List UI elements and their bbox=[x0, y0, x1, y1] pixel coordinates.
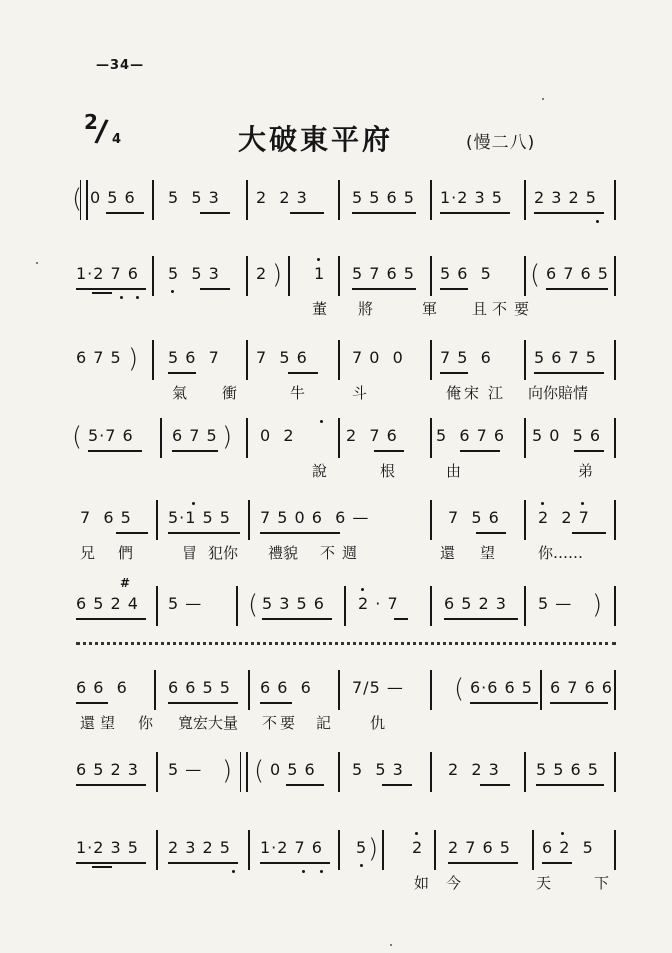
barline bbox=[532, 830, 534, 870]
lyric-syllable: 不 bbox=[262, 714, 278, 732]
measure: 5 5 3 bbox=[352, 760, 404, 779]
beam bbox=[76, 702, 108, 704]
beam bbox=[480, 784, 510, 786]
barline bbox=[430, 752, 432, 792]
beam bbox=[290, 212, 324, 214]
lyric-syllable: 還 bbox=[80, 714, 96, 732]
beam bbox=[106, 212, 144, 214]
beam bbox=[382, 784, 412, 786]
barline bbox=[152, 256, 154, 296]
lyric-syllable: 犯你 bbox=[208, 544, 239, 562]
lyric-syllable: 不 bbox=[492, 300, 508, 318]
barline bbox=[156, 586, 158, 626]
barline bbox=[338, 180, 340, 220]
measure: 6·6 6 5 bbox=[470, 678, 533, 697]
beam bbox=[76, 862, 146, 864]
measure: 5 6 5 bbox=[440, 264, 492, 283]
beam bbox=[460, 450, 500, 452]
beam bbox=[200, 288, 230, 290]
beam bbox=[76, 784, 146, 786]
beam bbox=[470, 702, 538, 704]
notes-row bbox=[76, 752, 626, 792]
close-paren: ) bbox=[272, 260, 283, 290]
beam bbox=[88, 450, 142, 452]
beam bbox=[574, 450, 604, 452]
measure: 2 2 3 bbox=[256, 188, 308, 207]
time-signature bbox=[78, 110, 124, 154]
lyric-syllable: 衝 bbox=[222, 384, 238, 402]
close-paren: ) bbox=[368, 834, 379, 864]
beam bbox=[260, 702, 292, 704]
lyric-syllable: 望 bbox=[100, 714, 116, 732]
beam bbox=[262, 618, 332, 620]
lyric-syllable: 弟 bbox=[578, 462, 594, 480]
close-paren: ) bbox=[222, 422, 233, 452]
beam bbox=[444, 618, 518, 620]
measure: 2 bbox=[256, 264, 268, 283]
notes-row bbox=[76, 576, 626, 626]
barline bbox=[248, 830, 250, 870]
barline bbox=[338, 670, 340, 710]
beam bbox=[550, 702, 608, 704]
barline bbox=[338, 752, 340, 792]
barline bbox=[430, 418, 432, 458]
lyric-syllable: 要 bbox=[514, 300, 530, 318]
beam bbox=[440, 288, 468, 290]
barline bbox=[240, 752, 248, 792]
beam bbox=[394, 618, 408, 620]
lyric-syllable: 氣 bbox=[172, 384, 188, 402]
beam bbox=[168, 372, 196, 374]
octave-dot bbox=[361, 588, 364, 591]
measure: 1 bbox=[314, 264, 326, 283]
beam bbox=[440, 372, 468, 374]
open-paren: ( bbox=[72, 422, 83, 452]
barline bbox=[614, 340, 616, 380]
octave-dot bbox=[317, 258, 320, 261]
measure: 5 5 6 5 bbox=[352, 188, 415, 207]
barline bbox=[236, 586, 238, 626]
octave-dot bbox=[360, 864, 363, 867]
lyrics-row bbox=[76, 628, 626, 650]
lyrics-row bbox=[76, 298, 626, 320]
notes-row bbox=[76, 830, 626, 870]
beam bbox=[448, 862, 518, 864]
beam bbox=[76, 618, 146, 620]
measure: 2 2 3 bbox=[448, 760, 500, 779]
octave-dot bbox=[192, 502, 195, 505]
lyric-syllable: 週 bbox=[342, 544, 358, 562]
barline bbox=[152, 180, 154, 220]
barline bbox=[156, 830, 158, 870]
octave-dot bbox=[541, 502, 544, 505]
lyric-syllable: 天 bbox=[536, 874, 552, 892]
lyric-syllable: 禮貌 bbox=[268, 544, 299, 562]
lyrics-row bbox=[76, 712, 626, 734]
print-speck bbox=[542, 98, 544, 100]
beam bbox=[536, 784, 604, 786]
barline bbox=[614, 256, 616, 296]
barline bbox=[152, 340, 154, 380]
barline bbox=[156, 752, 158, 792]
lyric-syllable: 如 bbox=[414, 874, 430, 892]
measure: 5 5 3 bbox=[168, 188, 220, 207]
lyrics-row bbox=[76, 542, 626, 564]
measure: 5 — bbox=[168, 760, 203, 779]
lyric-syllable: 們 bbox=[118, 544, 134, 562]
measure: 5 5 3 bbox=[168, 264, 220, 283]
measure: 6 6 6 bbox=[260, 678, 312, 697]
measure: 6 5 2 3 bbox=[76, 760, 139, 779]
lyric-syllable: 斗 bbox=[352, 384, 368, 402]
open-paren: ( bbox=[530, 260, 541, 290]
barline bbox=[338, 418, 340, 458]
beam bbox=[534, 372, 604, 374]
barline bbox=[614, 500, 616, 540]
beam bbox=[534, 212, 604, 214]
barline bbox=[524, 256, 526, 296]
barline bbox=[614, 586, 616, 626]
beam bbox=[168, 532, 240, 534]
beam bbox=[352, 212, 416, 214]
open-paren: ( bbox=[454, 674, 465, 704]
barline bbox=[614, 418, 616, 458]
beam bbox=[260, 532, 340, 534]
measure: 5 — bbox=[168, 594, 203, 613]
barline bbox=[524, 500, 526, 540]
barline bbox=[430, 256, 432, 296]
measure: 6 5 2 3 bbox=[444, 594, 507, 613]
barline bbox=[248, 670, 250, 710]
lyric-syllable: 你…… bbox=[538, 544, 584, 562]
barline bbox=[614, 830, 616, 870]
beam bbox=[288, 372, 318, 374]
measure: 5 6 7 bbox=[168, 348, 220, 367]
beam bbox=[92, 292, 112, 294]
octave-dot bbox=[320, 420, 323, 423]
beam bbox=[168, 702, 238, 704]
beam bbox=[374, 450, 404, 452]
measure: 7 0 0 bbox=[352, 348, 404, 367]
lyric-syllable: 宋 bbox=[464, 384, 480, 402]
barline bbox=[430, 586, 432, 626]
measure: 1·2 3 5 bbox=[76, 838, 139, 857]
close-paren: ) bbox=[592, 590, 603, 620]
beam bbox=[352, 288, 416, 290]
barline bbox=[430, 340, 432, 380]
measure: 6 7 6 5 bbox=[546, 264, 609, 283]
measure: 2 3 2 5 bbox=[168, 838, 231, 857]
barline bbox=[614, 670, 616, 710]
measure: 6 6 6 bbox=[76, 678, 128, 697]
barline bbox=[430, 670, 432, 710]
notes-row bbox=[76, 256, 626, 296]
measure: 7 6 5 bbox=[80, 508, 132, 527]
barline bbox=[154, 670, 156, 710]
lyric-syllable: 記 bbox=[316, 714, 332, 732]
barline bbox=[156, 500, 158, 540]
time-denominator: 4 bbox=[112, 132, 122, 147]
measure: 7 5 6 bbox=[448, 508, 500, 527]
measure: 5·7 6 bbox=[88, 426, 134, 445]
octave-dot bbox=[581, 502, 584, 505]
lyric-syllable: 由 bbox=[446, 462, 462, 480]
measure: 7 5 6 bbox=[256, 348, 308, 367]
barline bbox=[430, 180, 432, 220]
barline bbox=[338, 340, 340, 380]
lyric-syllable: 下 bbox=[594, 874, 610, 892]
measure: 5 0 5 6 bbox=[532, 426, 602, 445]
measure: 5 3 5 6 bbox=[262, 594, 325, 613]
beam bbox=[116, 532, 148, 534]
measure: 6 7 5 bbox=[76, 348, 122, 367]
measure: 0 2 bbox=[260, 426, 295, 445]
beam bbox=[76, 288, 146, 290]
open-paren: ( bbox=[72, 184, 83, 214]
lyric-syllable: 牛 bbox=[290, 384, 306, 402]
barline bbox=[614, 180, 616, 220]
lyric-syllable: 不 bbox=[320, 544, 336, 562]
barline bbox=[434, 830, 436, 870]
barline bbox=[246, 180, 248, 220]
measure: 6 2 5 bbox=[542, 838, 594, 857]
beam bbox=[286, 784, 324, 786]
sharp-sign: # bbox=[120, 576, 131, 590]
notes-row bbox=[76, 670, 626, 710]
measure: 2 bbox=[412, 838, 424, 857]
lyric-syllable: 仇 bbox=[370, 714, 386, 732]
lyrics-row bbox=[76, 382, 626, 404]
print-speck bbox=[390, 944, 392, 946]
lyric-syllable: 冒 bbox=[182, 544, 198, 562]
measure: 2 · 7 bbox=[358, 594, 399, 613]
beam bbox=[546, 288, 608, 290]
lyric-syllable: 望 bbox=[480, 544, 496, 562]
close-paren: ) bbox=[128, 344, 139, 374]
measure: 5 bbox=[356, 838, 368, 857]
lyric-syllable: 且 bbox=[472, 300, 488, 318]
barline bbox=[614, 752, 616, 792]
beam bbox=[172, 450, 218, 452]
measure: 7 5 0 6 6 — bbox=[260, 508, 370, 527]
measure: 6 6 5 5 bbox=[168, 678, 231, 697]
barline bbox=[288, 256, 290, 296]
song-title: 大破東平府 bbox=[238, 123, 394, 156]
notes-row bbox=[76, 340, 626, 380]
print-speck bbox=[36, 262, 38, 264]
lyric-syllable: 董 bbox=[312, 300, 328, 318]
notes-row bbox=[76, 500, 626, 540]
barline bbox=[338, 256, 340, 296]
barline bbox=[248, 500, 250, 540]
lyric-syllable: 向你賠情 bbox=[528, 384, 589, 402]
barline bbox=[382, 830, 384, 870]
measure: 5 7 6 5 bbox=[352, 264, 415, 283]
lyric-syllable: 根 bbox=[380, 462, 396, 480]
lyric-syllable: 你 bbox=[138, 714, 154, 732]
lyric-syllable: 要 bbox=[280, 714, 296, 732]
lyric-syllable: 兄 bbox=[80, 544, 96, 562]
measure: 6 7 5 bbox=[172, 426, 218, 445]
notes-row bbox=[72, 418, 626, 458]
barline bbox=[344, 586, 346, 626]
measure: 2 7 6 5 bbox=[448, 838, 511, 857]
open-paren: ( bbox=[248, 590, 259, 620]
barline bbox=[430, 500, 432, 540]
open-paren: ( bbox=[254, 756, 265, 786]
barline bbox=[80, 180, 88, 220]
notes-row bbox=[72, 180, 626, 220]
lyric-syllable: 江 bbox=[488, 384, 504, 402]
barline bbox=[160, 418, 162, 458]
measure: 2 7 6 bbox=[346, 426, 398, 445]
beam bbox=[542, 862, 572, 864]
lyrics-row bbox=[76, 460, 626, 482]
octave-dot bbox=[596, 220, 599, 223]
lyrics-row bbox=[76, 872, 626, 894]
page-number: —34— bbox=[96, 58, 145, 73]
time-slash: / bbox=[93, 113, 110, 150]
measure: 5 6 7 6 bbox=[436, 426, 506, 445]
barline bbox=[524, 752, 526, 792]
beam bbox=[260, 862, 330, 864]
octave-dot bbox=[171, 290, 174, 293]
tempo-mode: (慢二八) bbox=[466, 133, 536, 153]
measure: 5 6 7 5 bbox=[534, 348, 597, 367]
measure: 2 3 2 5 bbox=[534, 188, 597, 207]
beam bbox=[168, 862, 238, 864]
beam bbox=[440, 212, 510, 214]
close-paren: ) bbox=[222, 756, 233, 786]
measure: 5 — bbox=[538, 594, 573, 613]
measure: 2 2 7 bbox=[538, 508, 590, 527]
lyric-syllable: 將 bbox=[358, 300, 374, 318]
lyric-syllable: 還 bbox=[440, 544, 456, 562]
octave-dot bbox=[561, 832, 564, 835]
dotted-line bbox=[76, 642, 616, 645]
measure: 1·2 7 6 bbox=[260, 838, 323, 857]
beam bbox=[572, 532, 606, 534]
measure: 1·2 3 5 bbox=[440, 188, 503, 207]
time-numerator: 2 bbox=[84, 110, 98, 134]
lyric-syllable: 俺 bbox=[446, 384, 462, 402]
lyric-syllable: 今 bbox=[446, 874, 462, 892]
measure: 5·1 5 5 bbox=[168, 508, 231, 527]
measure: 0 5 6 bbox=[270, 760, 316, 779]
beam bbox=[476, 532, 506, 534]
measure: 7/5 — bbox=[352, 678, 404, 697]
barline bbox=[540, 670, 542, 710]
measure: 6 5 2 4 bbox=[76, 594, 139, 613]
barline bbox=[246, 418, 248, 458]
barline bbox=[524, 586, 526, 626]
measure: 0 5 6 bbox=[90, 188, 136, 207]
lyric-syllable: 說 bbox=[312, 462, 328, 480]
barline bbox=[338, 830, 340, 870]
barline bbox=[524, 180, 526, 220]
beam bbox=[200, 212, 230, 214]
barline bbox=[246, 256, 248, 296]
octave-dot bbox=[415, 832, 418, 835]
barline bbox=[524, 340, 526, 380]
beam bbox=[92, 866, 112, 868]
measure: 6 7 6 6 bbox=[550, 678, 613, 697]
measure: 1·2 7 6 bbox=[76, 264, 139, 283]
measure: 7 5 6 bbox=[440, 348, 492, 367]
lyric-syllable: 寬宏大量 bbox=[178, 714, 239, 732]
barline bbox=[246, 340, 248, 380]
measure: 5 5 6 5 bbox=[536, 760, 599, 779]
lyric-syllable: 軍 bbox=[422, 300, 438, 318]
barline bbox=[524, 418, 526, 458]
